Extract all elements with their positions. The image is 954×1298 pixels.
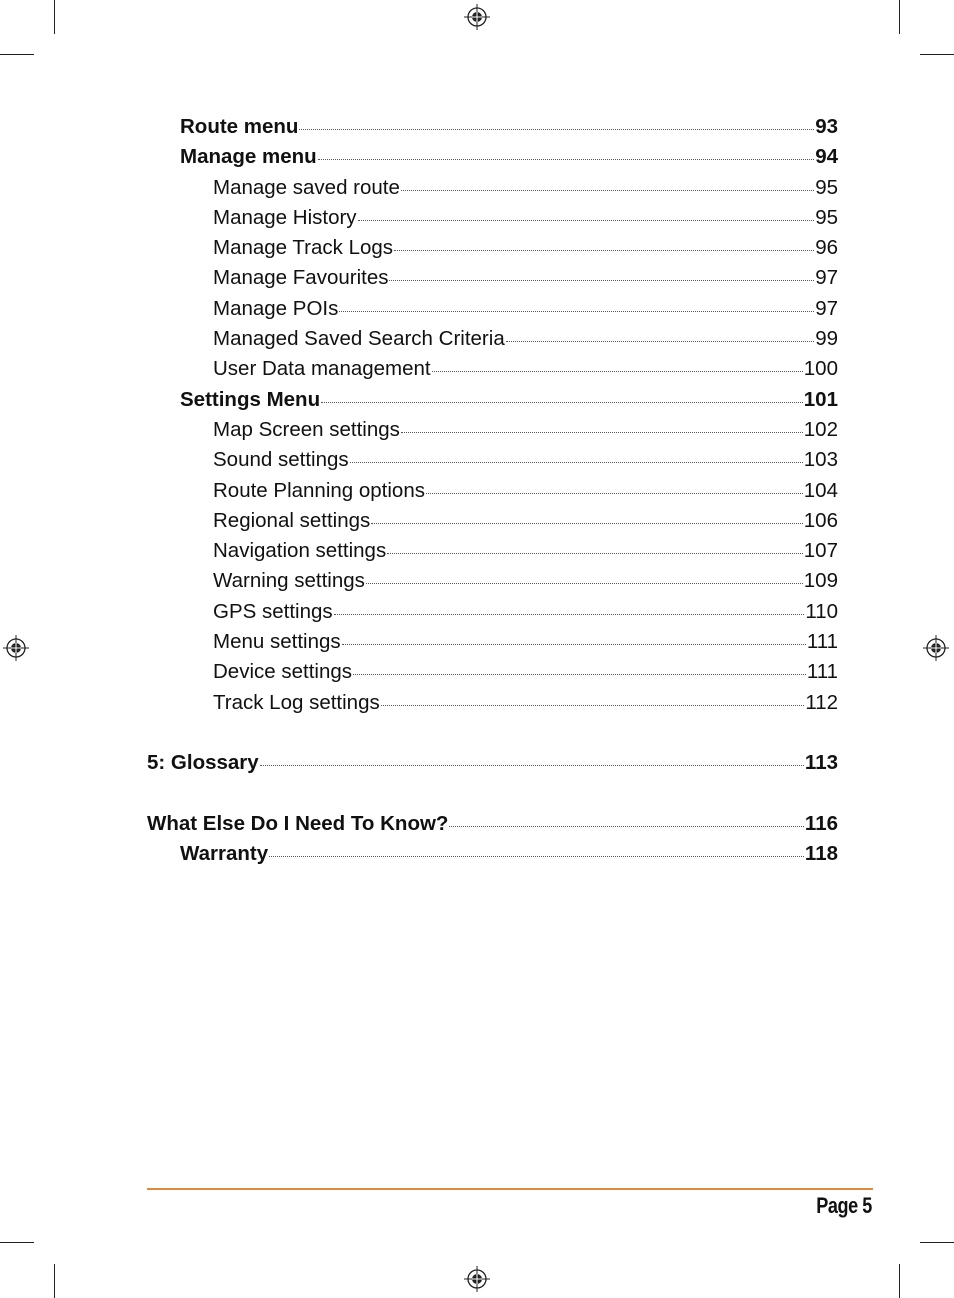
toc-entry-label: GPS settings [213, 599, 333, 623]
dot-leader [506, 341, 814, 342]
toc-entry[interactable] [147, 263, 838, 293]
toc-entry-page: 112 [805, 690, 838, 714]
toc-entry[interactable] [147, 688, 838, 718]
registration-mark-icon [464, 1266, 490, 1292]
dot-leader [299, 129, 814, 130]
toc-entry-page: 110 [805, 599, 838, 623]
toc-entry[interactable] [147, 324, 838, 354]
toc-entry-page: 101 [803, 387, 838, 411]
dot-leader [353, 674, 806, 675]
toc-entry[interactable] [147, 748, 838, 778]
dot-leader [321, 402, 803, 403]
crop-mark [899, 1264, 900, 1298]
toc-entry-label: Navigation settings [213, 539, 387, 563]
toc-entry-page: 116 [804, 811, 838, 835]
toc-entry-label: What Else Do I Need To Know? [147, 811, 449, 835]
dot-leader [449, 826, 803, 827]
toc-entry-page: 97 [815, 266, 838, 290]
toc-entry-page: 95 [815, 175, 838, 199]
dot-leader [358, 220, 815, 221]
toc-entry-page: 93 [815, 115, 838, 138]
toc-entry-label: Manage POIs [213, 296, 339, 320]
toc-entry-page: 111 [806, 630, 838, 654]
crop-mark [920, 54, 954, 55]
dot-leader [339, 311, 814, 312]
dot-leader [394, 250, 814, 251]
toc-entry[interactable] [147, 415, 838, 445]
toc-entry-page: 95 [815, 205, 838, 229]
toc-entry-page: 107 [803, 539, 838, 563]
dot-leader [381, 705, 805, 706]
dot-leader [432, 371, 803, 372]
toc-entry[interactable] [147, 173, 838, 203]
toc-entry[interactable] [147, 597, 838, 627]
crop-mark [899, 0, 900, 34]
toc-entry-label: Manage Track Logs [213, 236, 394, 260]
toc-entry-label: Menu settings [213, 630, 341, 654]
toc-entry-label: Regional settings [213, 508, 371, 532]
dot-leader [401, 432, 803, 433]
toc-entry-label: Sound settings [213, 448, 349, 472]
crop-mark [54, 1264, 55, 1298]
dot-leader [318, 159, 814, 160]
toc-entry-label: Warning settings [213, 569, 365, 593]
dot-leader [342, 644, 806, 645]
toc-entry[interactable] [147, 445, 838, 475]
toc-entry-page: 109 [803, 569, 838, 593]
toc-entry-page: 118 [804, 842, 838, 866]
toc-entry[interactable] [147, 294, 838, 324]
toc-entry-page: 111 [806, 660, 838, 684]
toc-entry-page: 103 [803, 448, 838, 472]
toc-entry-label: Track Log settings [213, 690, 380, 714]
crop-mark [54, 0, 55, 34]
toc-entry-label: Settings Menu [180, 387, 321, 411]
dot-leader [387, 553, 803, 554]
toc-entry-page: 102 [803, 417, 838, 441]
footer-rule [147, 1188, 873, 1190]
toc-entry-label: Manage History [213, 205, 357, 229]
toc-entry[interactable] [147, 142, 838, 172]
toc-spacer [147, 779, 838, 809]
toc-entry-label: Route Planning options [213, 478, 425, 502]
toc-entry[interactable] [147, 627, 838, 657]
toc-entry-label: Managed Saved Search Criteria [213, 327, 505, 351]
toc-entry-label: Manage saved route [213, 175, 400, 199]
toc-entry[interactable] [147, 203, 838, 233]
toc-entry-page: 104 [803, 478, 838, 502]
toc-spacer [147, 718, 838, 748]
toc-entry[interactable] [147, 809, 838, 839]
registration-mark-icon [464, 4, 490, 30]
toc-entry-page: 100 [803, 357, 838, 381]
crop-mark [0, 1242, 34, 1243]
toc-entry-label: Warranty [180, 842, 269, 866]
dot-leader [260, 765, 804, 766]
toc-entry[interactable] [147, 839, 838, 869]
toc-entry[interactable] [147, 566, 838, 596]
crop-mark [920, 1242, 954, 1243]
toc-entry-page: 113 [804, 751, 838, 775]
toc-entry-page: 106 [803, 508, 838, 532]
toc-entry-label: User Data management [213, 357, 431, 381]
toc-entry[interactable] [147, 385, 838, 415]
toc-entry[interactable] [147, 536, 838, 566]
toc-entry[interactable] [147, 112, 838, 142]
toc-entry[interactable] [147, 506, 838, 536]
dot-leader [366, 583, 803, 584]
toc-entry-label: Route menu [180, 115, 299, 138]
toc-entry-page: 94 [815, 145, 838, 169]
toc-entry[interactable] [147, 233, 838, 263]
dot-leader [401, 190, 814, 191]
toc-entry[interactable] [147, 354, 838, 384]
toc-entry-label: Map Screen settings [213, 417, 400, 441]
dot-leader [350, 462, 803, 463]
dot-leader [426, 493, 803, 494]
page-number: Page 5 [816, 1193, 872, 1218]
toc-entry-page: 97 [815, 296, 838, 320]
dot-leader [269, 856, 804, 857]
toc-entry-label: 5: Glossary [147, 751, 259, 775]
toc-entry-page: 96 [815, 236, 838, 260]
toc-entry-label: Device settings [213, 660, 353, 684]
table-of-contents [147, 112, 838, 869]
registration-mark-icon [3, 635, 29, 661]
toc-entry-label: Manage Favourites [213, 266, 389, 290]
dot-leader [334, 614, 805, 615]
registration-mark-icon [923, 635, 949, 661]
dot-leader [371, 523, 803, 524]
toc-entry[interactable] [147, 657, 838, 687]
toc-entry-label: Manage menu [180, 145, 317, 169]
toc-entry-page: 99 [815, 327, 838, 351]
crop-mark [0, 54, 34, 55]
toc-entry[interactable] [147, 476, 838, 506]
dot-leader [389, 280, 814, 281]
